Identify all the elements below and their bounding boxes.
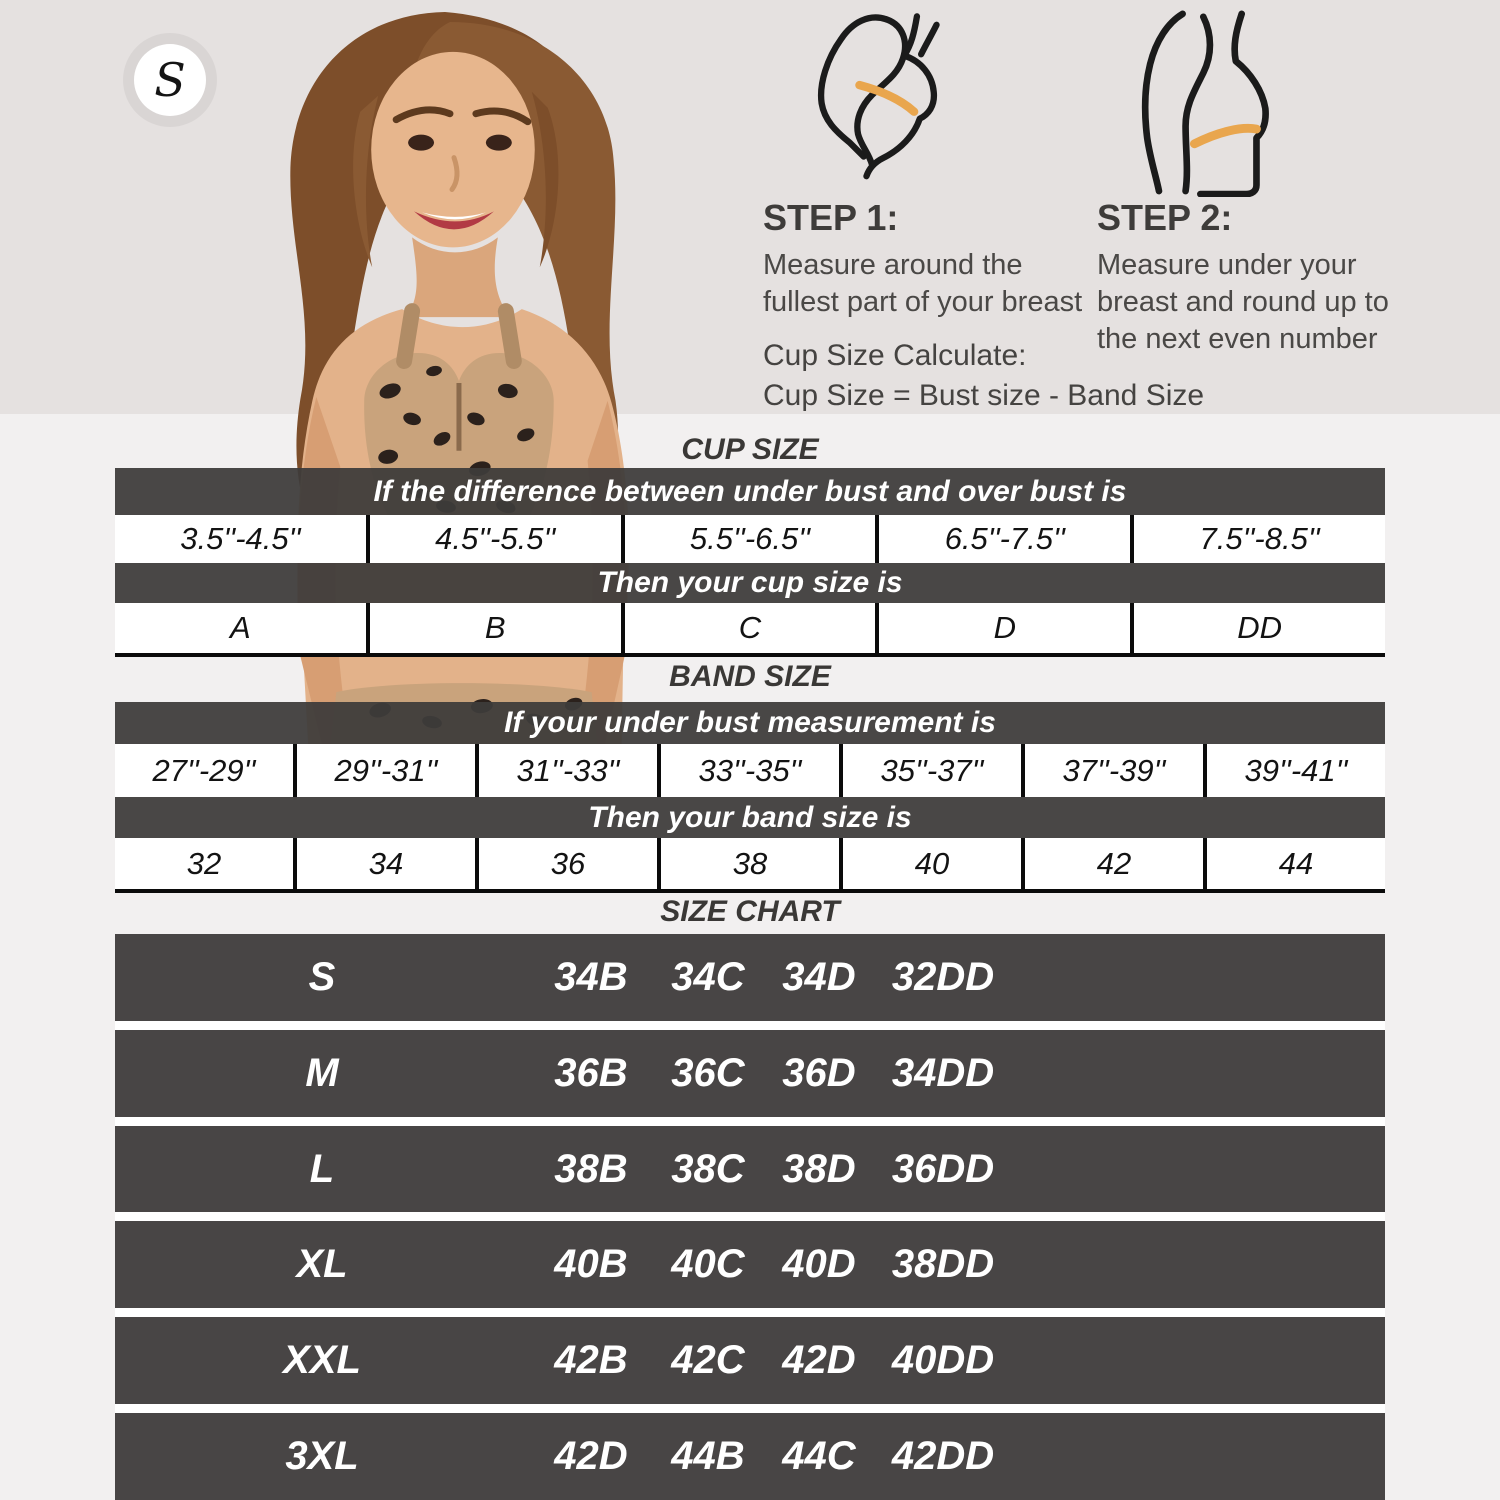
fit-size: 36C <box>671 1050 745 1095</box>
fit-size: 42D <box>782 1338 856 1383</box>
band-number-cell: 44 <box>1203 838 1385 889</box>
cup-range-row <box>115 515 1385 563</box>
brand-logo-letter: S <box>134 44 206 116</box>
cup-range-cell: 6.5''-7.5'' <box>875 515 1130 563</box>
cup-letter-cell: A <box>230 610 251 645</box>
cup-calc-formula: Cup Size = Bust size - Band Size <box>763 379 1205 412</box>
fit-size: 34C <box>671 954 745 999</box>
fit-size: 36B <box>554 1050 628 1095</box>
band-number-cell: 38 <box>657 838 839 889</box>
fit-size: 42C <box>671 1338 745 1383</box>
size-row <box>115 1126 1385 1213</box>
size-chart-title: SIZE CHART <box>660 895 840 928</box>
fit-size: 38B <box>554 1146 628 1191</box>
size-row <box>115 934 1385 1021</box>
cup-calc-label: Cup Size Calculate: <box>763 339 1027 372</box>
band-range-cell: 31''-33'' <box>475 744 657 797</box>
band-range-cell: 35''-37'' <box>839 744 1021 797</box>
band-range-cell: 39''-41'' <box>1203 744 1385 797</box>
size-chart-table <box>115 934 1385 1500</box>
size-label: S <box>308 954 336 999</box>
fit-size: 38C <box>671 1146 745 1191</box>
cup-range-cell: 3.5''-4.5'' <box>180 521 301 556</box>
size-row <box>115 1413 1385 1500</box>
fit-size: 32DD <box>891 954 995 999</box>
size-row <box>115 1030 1385 1117</box>
size-label: M <box>305 1050 339 1095</box>
band-number-cell: 40 <box>839 838 1021 889</box>
step1-line2: fullest part of your breast <box>763 286 1083 318</box>
band-range-cell: 33''-35'' <box>657 744 839 797</box>
cup-letter-cell: B <box>366 603 621 653</box>
fit-size: 36DD <box>891 1146 995 1191</box>
step2-title: STEP 2: <box>1097 197 1233 238</box>
fit-size: 34DD <box>891 1050 995 1095</box>
size-row <box>115 1221 1385 1308</box>
size-label: XXL <box>283 1338 361 1383</box>
band-number-cell: 32 <box>186 845 222 881</box>
fit-size: 40C <box>671 1242 745 1287</box>
underbust-measure-diagram <box>1125 5 1320 197</box>
fit-size: 40B <box>554 1242 628 1287</box>
size-label: 3XL <box>285 1434 359 1479</box>
fit-size: 42B <box>554 1338 628 1383</box>
fit-size: 44C <box>782 1434 856 1479</box>
band-condition-bar: If your under bust measurement is <box>115 702 1385 744</box>
size-row <box>115 1317 1385 1404</box>
brand-logo <box>123 33 217 127</box>
fit-size: 42D <box>554 1434 628 1479</box>
fit-size: 34D <box>782 954 856 999</box>
band-range-row <box>115 744 1385 797</box>
step1-title: STEP 1: <box>763 197 899 238</box>
size-label: XL <box>296 1242 348 1287</box>
cup-range-cell: 7.5''-8.5'' <box>1130 515 1385 563</box>
cup-letter-cell: C <box>621 603 876 653</box>
band-number-cell: 34 <box>293 838 475 889</box>
cup-size-title: CUP SIZE <box>681 433 819 466</box>
cup-range-cell: 4.5''-5.5'' <box>366 515 621 563</box>
step2-line1: Measure under your <box>1097 249 1357 281</box>
step2-line2: breast and round up to <box>1097 286 1389 318</box>
step1-line1: Measure around the <box>763 249 1023 281</box>
fit-size: 40D <box>782 1242 856 1287</box>
fit-size: 40DD <box>891 1338 995 1383</box>
cup-letter-row <box>115 603 1385 657</box>
step2-block <box>1097 197 1389 358</box>
cup-condition-bar: If the difference between under bust and over bust is <box>115 468 1385 515</box>
fit-size: 34B <box>554 954 628 999</box>
size-label: L <box>309 1146 335 1191</box>
cup-range-cell: 5.5''-6.5'' <box>621 515 876 563</box>
fit-size: 42DD <box>891 1434 995 1479</box>
fit-size: 38DD <box>891 1242 995 1287</box>
band-number-cell: 36 <box>475 838 657 889</box>
cup-calc-block <box>763 336 1204 416</box>
cup-letter-cell: DD <box>1130 603 1385 653</box>
step1-block <box>763 197 1082 321</box>
band-range-cell: 29''-31'' <box>293 744 475 797</box>
band-range-cell: 37''-39'' <box>1021 744 1203 797</box>
fit-size: 44B <box>671 1434 745 1479</box>
cup-letter-cell: D <box>875 603 1130 653</box>
fit-size: 36D <box>782 1050 856 1095</box>
bust-measure-diagram <box>795 8 980 193</box>
band-number-row <box>115 838 1385 893</box>
band-size-title: BAND SIZE <box>669 660 831 693</box>
band-result-bar: Then your band size is <box>115 797 1385 838</box>
step2-line3: the next even number <box>1097 323 1378 355</box>
cup-result-bar: Then your cup size is <box>115 563 1385 603</box>
fit-size: 38D <box>782 1146 856 1191</box>
band-number-cell: 42 <box>1021 838 1203 889</box>
band-range-cell: 27''-29'' <box>152 752 256 788</box>
